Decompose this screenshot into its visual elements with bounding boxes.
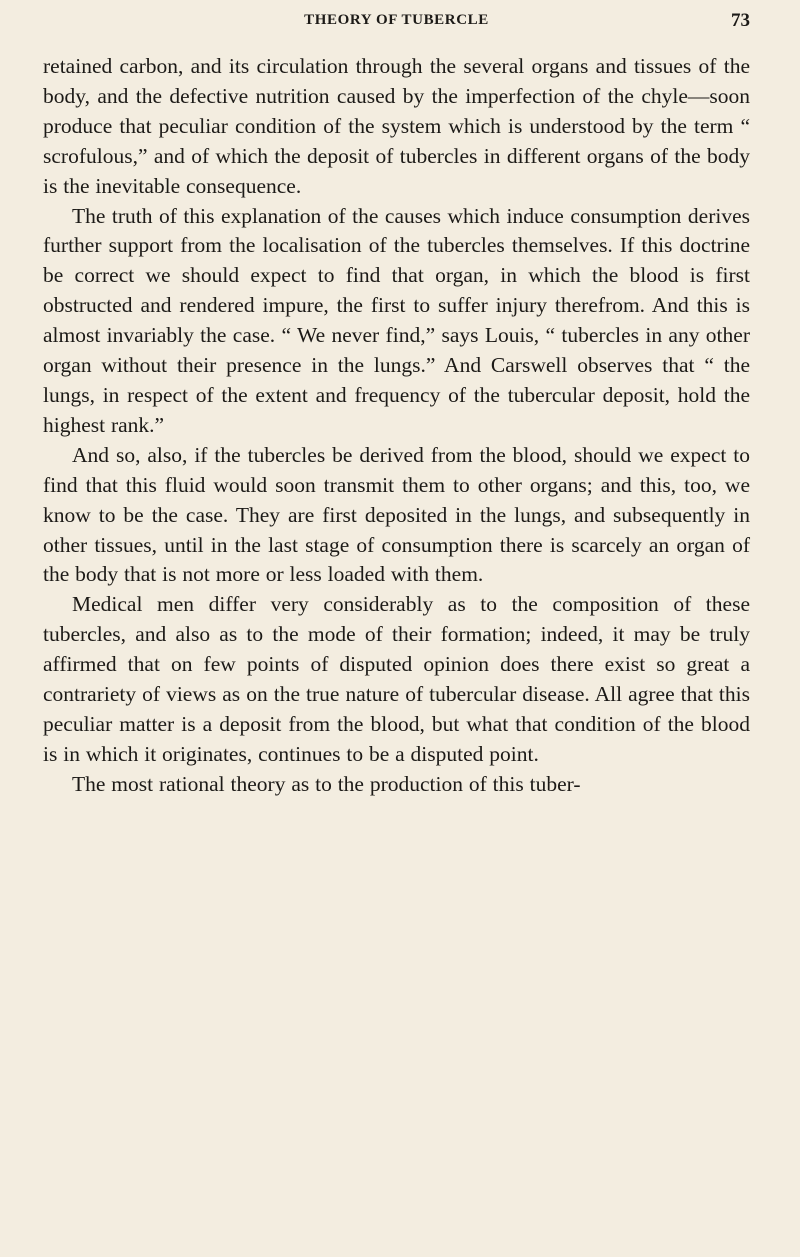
paragraph: And so, also, if the tubercles be derived from the blood, should we expect to find that this fluid would soon transmit them to other organs; and this, too, we know to be the case. They are first deposited in the lungs, and subsequently in other tissues, until in the last stage of consumption there is scarcely an organ of the body that is not more or less loaded with them. bbox=[43, 442, 750, 587]
paragraph: The most rational theory as to the production of this tuber- bbox=[72, 771, 581, 796]
page-number: 73 bbox=[731, 10, 750, 31]
page-header bbox=[43, 12, 750, 34]
body-text bbox=[43, 52, 750, 800]
paragraph: Medical men differ very considerably as to the composition of these tubercles, and also as to the mode of their formation; indeed, it may be truly affirmed that on few points of disputed opinion does there exist so great a contrariety of views as on the true nature of tubercular disease. All agree that this peculiar matter is a deposit from the blood, but what that condition of the blood is in which it originates, continues to be a disputed point. bbox=[43, 592, 750, 766]
paragraph: The truth of this explanation of the causes which induce consumption derives further support from the localisation of the tubercles themselves. If this doctrine be correct we should expect to find that organ, in which the blood is first obstructed and rendered impure, the first to suffer injury therefrom. And this is almost invariably the case. “ We never find,” says Louis, “ tubercles in any other organ without their presence in the lungs.” And Carswell observes that “ the lungs, in respect of the extent and frequency of the tubercular deposit, hold the highest rank.” bbox=[43, 203, 750, 437]
paragraph: retained carbon, and its circulation through the several organs and tissues of the body, and the defective nutrition caused by the imperfection of the chyle—soon produce that peculiar condition of the system which is understood by the term “ scrofulous,” and of which the deposit of tubercles in different organs of the body is the inevitable consequence. bbox=[43, 54, 750, 198]
running-title: THEORY OF TUBERCLE bbox=[304, 12, 489, 28]
